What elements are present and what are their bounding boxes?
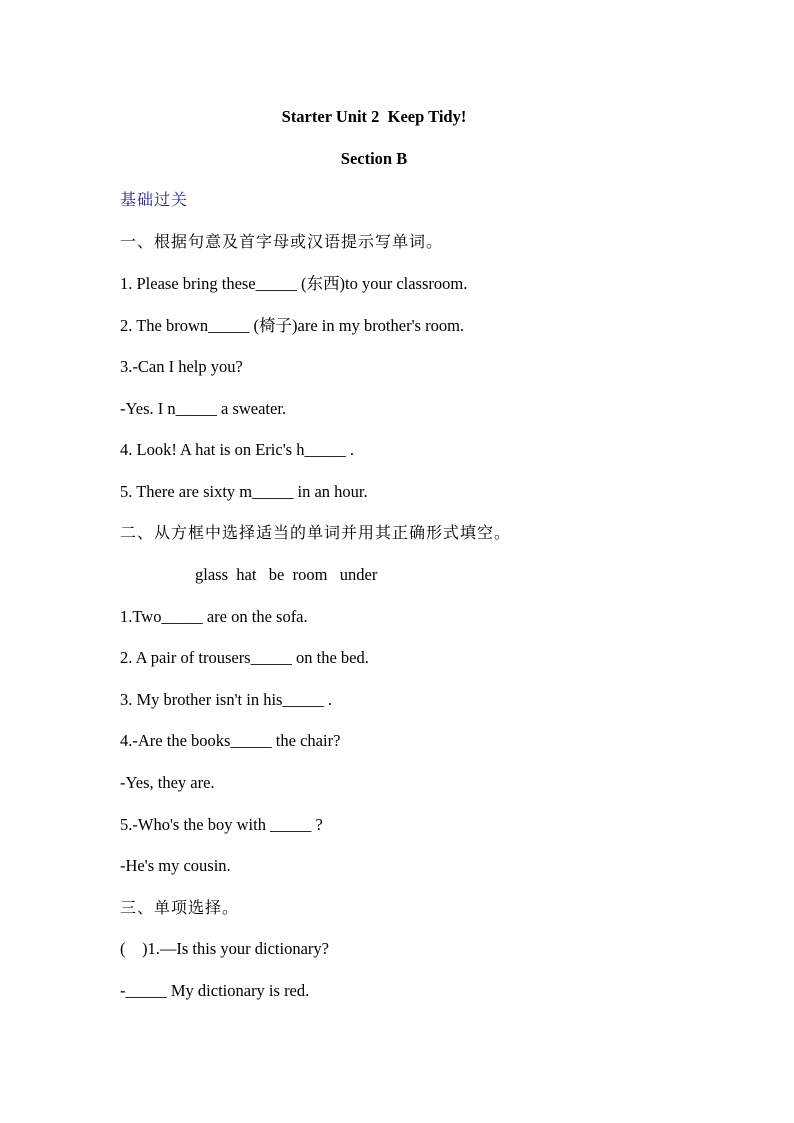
part2-item-5-answer: -He's my cousin. bbox=[120, 856, 231, 875]
part1-item-3-question: 3.-Can I help you? bbox=[120, 357, 243, 376]
part2-item-1: 1.Two_____ are on the sofa. bbox=[120, 607, 308, 626]
section-title: Section B bbox=[340, 149, 408, 168]
part2-item-4-question: 4.-Are the books_____ the chair? bbox=[120, 731, 341, 750]
part1-item-5: 5. There are sixty m_____ in an hour. bbox=[120, 482, 368, 501]
part2-item-5-question: 5.-Who's the boy with _____ ? bbox=[120, 815, 323, 834]
part3-item-1-answer: -_____ My dictionary is red. bbox=[120, 981, 310, 1000]
basics-heading: 基础过关 bbox=[120, 190, 189, 209]
part1-item-4: 4. Look! A hat is on Eric's h_____ . bbox=[120, 440, 354, 459]
part1-item-1: 1. Please bring these_____ (东西)to your classroom. bbox=[120, 274, 468, 293]
part3-item-1-question: ( )1.—Is this your dictionary? bbox=[120, 939, 329, 958]
part3-instruction: 三、单项选择。 bbox=[120, 898, 240, 917]
part2-item-4-answer: -Yes, they are. bbox=[120, 773, 215, 792]
part1-item-3-answer: -Yes. I n_____ a sweater. bbox=[120, 399, 287, 418]
part2-item-3: 3. My brother isn't in his_____ . bbox=[120, 690, 332, 709]
word-bank: glass hat be room under bbox=[195, 565, 378, 584]
part2-instruction: 二、从方框中选择适当的单词并用其正确形式填空。 bbox=[120, 523, 512, 542]
part2-item-2: 2. A pair of trousers_____ on the bed. bbox=[120, 648, 369, 667]
document-title: Starter Unit 2 Keep Tidy! bbox=[281, 107, 467, 126]
part1-instruction: 一、根据句意及首字母或汉语提示写单词。 bbox=[120, 232, 444, 251]
part1-item-2: 2. The brown_____ (椅子)are in my brother's room. bbox=[120, 316, 465, 335]
